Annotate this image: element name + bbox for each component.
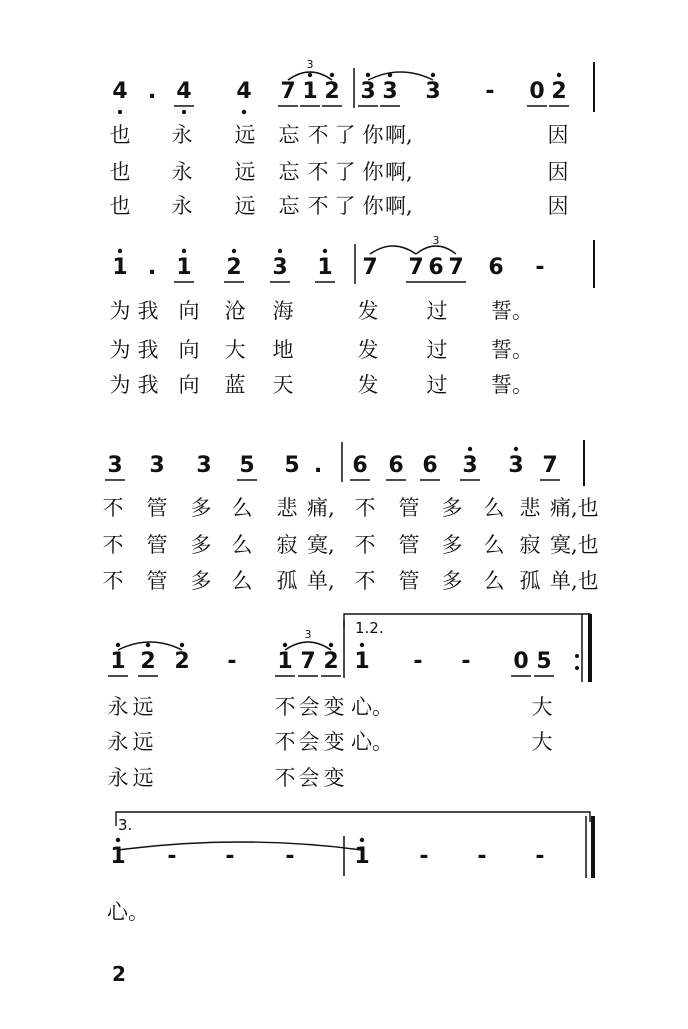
lyric-syllable: 单, [307,569,335,593]
dot-augmentation: . [147,255,157,280]
lyric-syllable: 么 [231,569,253,593]
lyric-syllable: 孤 [519,569,541,593]
lyric-syllable: 不 [354,533,376,557]
lyric-syllable: 向 [178,373,200,397]
lyric-syllable: 永 [107,766,129,790]
hold-dash: - [461,649,471,674]
lyric-syllable: 多 [190,496,212,520]
lyric-syllable: 不 [354,569,376,593]
lyric-syllable: 变 [323,730,345,754]
note-digit: 3 [382,79,398,104]
note-digit: 3 [508,453,524,478]
lyric-syllable: 发 [357,373,379,397]
lyric-syllable: 为 [109,338,131,362]
repeat-dot [575,666,579,670]
lyric-syllable: 永 [171,194,193,218]
lyric-syllable: 不 [102,533,124,557]
octave-dot-above [308,73,312,77]
lyric-syllable: 寂 [276,533,298,557]
lyric-syllable: 悲 [276,496,298,520]
lyric-syllable: 不 [307,194,329,218]
lyric-syllable: 心。 [107,900,149,924]
lyric-syllable: 心。 [351,730,393,754]
lyric-syllable: 么 [483,569,505,593]
lyric-syllable: 大 [224,338,246,362]
lyric-syllable: 多 [190,569,212,593]
lyric-syllable: 痛,也 [550,496,599,520]
lyric-syllable: 因 [547,194,569,218]
lyric-syllable: 远 [234,160,256,184]
lyric-syllable: 发 [357,338,379,362]
note-digit: 4 [236,79,252,104]
lyric-syllable: 啊, [385,194,413,218]
lyric-syllable: 过 [426,373,448,397]
note-digit: 7 [362,255,378,280]
lyric-syllable: 变 [323,766,345,790]
lyric-syllable: 发 [357,299,379,323]
note-digit: 7 [280,79,296,104]
note-digit: 5 [284,453,300,478]
triplet-mark: 3 [432,234,440,247]
lyric-syllable: 大 [531,730,553,754]
lyric-syllable: 不 [307,123,329,147]
lyric-syllable: 你 [362,123,384,147]
octave-dot-above [514,447,518,451]
lyric-syllable: 多 [190,533,212,557]
note-digit: 1 [317,255,333,280]
lyric-syllable: 么 [483,533,505,557]
note-digit: 3 [107,453,123,478]
octave-dot-above [118,249,122,253]
hold-dash: - [167,844,177,869]
triplet-mark: 3 [304,628,312,641]
lyric-syllable: 过 [426,299,448,323]
lyric-syllable: 管 [398,569,420,593]
lyric-syllable: 管 [146,496,168,520]
lyric-syllable: 我 [137,299,159,323]
lyric-syllable: 你 [362,160,384,184]
note-digit: 3 [149,453,165,478]
octave-dot-above [360,838,364,842]
hold-dash: - [285,844,295,869]
note-digit: 1 [277,649,293,674]
octave-dot-above [232,249,236,253]
lyric-syllable: 了 [334,194,356,218]
lyric-syllable: 了 [334,123,356,147]
octave-dot-above [116,643,120,647]
lyric-syllable: 啊, [385,160,413,184]
octave-dot-above [283,643,287,647]
lyric-syllable: 誓。 [491,338,533,362]
slur [370,246,416,254]
lyric-syllable: 永 [107,730,129,754]
lyric-syllable: 了 [334,160,356,184]
note-digit: 6 [422,453,438,478]
lyric-syllable: 会 [298,695,320,719]
lyric-syllable: 远 [132,730,154,754]
lyric-syllable: 我 [137,373,159,397]
note-digit: 1 [110,649,126,674]
lyric-syllable: 不 [102,496,124,520]
lyric-syllable: 管 [398,533,420,557]
lyric-syllable: 多 [441,569,463,593]
lyric-syllable: 寂 [519,533,541,557]
lyric-syllable: 忘 [278,160,300,184]
lyric-syllable: 多 [441,496,463,520]
lyric-syllable: 为 [109,373,131,397]
ending-label-3: 3. [118,816,133,834]
octave-dot-above [278,249,282,253]
note-digit: 5 [536,649,552,674]
final-thick-bar [591,816,595,878]
lyric-syllable: 也 [109,123,131,147]
octave-dot-above [116,838,120,842]
hold-dash: - [535,255,545,280]
hold-dash: - [477,844,487,869]
page-number: 2 [112,962,126,986]
lyric-syllable: 啊, [385,123,413,147]
lyric-syllable: 管 [146,533,168,557]
note-digit: 6 [488,255,504,280]
lyric-syllable: 不 [307,160,329,184]
lyric-syllable: 会 [298,766,320,790]
lyric-syllable: 因 [547,160,569,184]
lyric-syllable: 不 [274,730,296,754]
octave-dot-above [557,73,561,77]
lyric-syllable: 么 [231,533,253,557]
lyric-syllable: 也 [109,160,131,184]
note-digit: 3 [462,453,478,478]
lyric-syllable: 也 [109,194,131,218]
lyric-syllable: 么 [231,496,253,520]
ending-label-1-2: 1.2. [355,619,384,637]
note-digit: 4 [112,79,128,104]
note-digit: 1 [354,649,370,674]
hold-dash: - [225,844,235,869]
lyric-syllable: 不 [274,695,296,719]
lyric-syllable: 悲 [519,496,541,520]
lyric-syllable: 誓。 [491,373,533,397]
lyric-syllable: 你 [362,194,384,218]
octave-dot-above [329,643,333,647]
lyric-syllable: 管 [146,569,168,593]
slur [416,246,456,254]
lyric-syllable: 心。 [351,695,393,719]
lyric-syllable: 么 [483,496,505,520]
lyric-syllable: 变 [323,695,345,719]
note-digit: 1 [112,255,128,280]
lyric-syllable: 会 [298,730,320,754]
octave-dot-above [360,643,364,647]
hold-dash: - [485,79,495,104]
octave-dot-above [182,249,186,253]
note-digit: 3 [196,453,212,478]
lyric-syllable: 寞,也 [550,533,599,557]
lyric-syllable: 向 [178,338,200,362]
lyric-syllable: 沧 [224,299,246,323]
hold-dash: - [419,844,429,869]
note-digit: 7 [300,649,316,674]
hold-dash: - [535,844,545,869]
note-digit: 6 [352,453,368,478]
lyric-syllable: 为 [109,299,131,323]
octave-dot-above [323,249,327,253]
note-digit: 1 [176,255,192,280]
lyric-syllable: 忘 [278,194,300,218]
note-digit: 0 [529,79,545,104]
note-digit: 1 [354,844,370,869]
note-digit: 2 [140,649,156,674]
lyric-syllable: 誓。 [491,299,533,323]
note-digit: 6 [388,453,404,478]
hold-dash: - [413,649,423,674]
note-digit: 4 [176,79,192,104]
dot-augmentation: . [313,453,323,478]
note-digit: 2 [551,79,567,104]
lyric-syllable: 不 [274,766,296,790]
lyric-syllable: 天 [272,373,294,397]
lyric-syllable: 痛, [307,496,335,520]
triplet-mark: 3 [306,58,314,71]
lyric-syllable: 永 [107,695,129,719]
lyric-syllable: 多 [441,533,463,557]
octave-dot-above [180,643,184,647]
octave-dot-below [182,110,186,114]
lyric-syllable: 不 [102,569,124,593]
lyric-syllable: 永 [171,123,193,147]
lyric-syllable: 孤 [276,569,298,593]
lyric-syllable: 地 [272,338,294,362]
repeat-thick-bar [588,614,592,682]
dot-augmentation: . [147,79,157,104]
octave-dot-above [431,73,435,77]
lyric-syllable: 永 [171,160,193,184]
note-digit: 1 [110,844,126,869]
volta-bracket [116,812,590,826]
octave-dot-above [330,73,334,77]
lyric-syllable: 因 [547,123,569,147]
note-digit: 2 [323,649,339,674]
lyric-syllable: 蓝 [224,373,246,397]
note-digit: 3 [272,255,288,280]
octave-dot-above [468,447,472,451]
note-digit: 7 [542,453,558,478]
lyric-syllable: 远 [132,695,154,719]
note-digit: 2 [226,255,242,280]
lyric-syllable: 远 [234,123,256,147]
note-digit: 0 [513,649,529,674]
lyric-syllable: 寞, [307,533,335,557]
lyric-syllable: 不 [354,496,376,520]
note-digit: 7 [408,255,424,280]
lyric-syllable: 向 [178,299,200,323]
note-digit: 6 [428,255,444,280]
lyric-syllable: 单,也 [550,569,599,593]
note-digit: 7 [448,255,464,280]
lyric-syllable: 管 [398,496,420,520]
repeat-dot [575,654,579,658]
lyric-syllable: 我 [137,338,159,362]
lyric-syllable: 海 [272,299,294,323]
octave-dot-above [146,643,150,647]
lyric-syllable: 远 [132,766,154,790]
note-digit: 2 [324,79,340,104]
note-digit: 3 [360,79,376,104]
lyric-syllable: 忘 [278,123,300,147]
note-digit: 3 [425,79,441,104]
lyric-syllable: 大 [531,695,553,719]
octave-dot-below [118,110,122,114]
lyric-syllable: 远 [234,194,256,218]
note-digit: 1 [302,79,318,104]
note-digit: 2 [174,649,190,674]
hold-dash: - [227,649,237,674]
note-digit: 5 [239,453,255,478]
lyric-syllable: 过 [426,338,448,362]
octave-dot-above [366,73,370,77]
octave-dot-below [242,110,246,114]
